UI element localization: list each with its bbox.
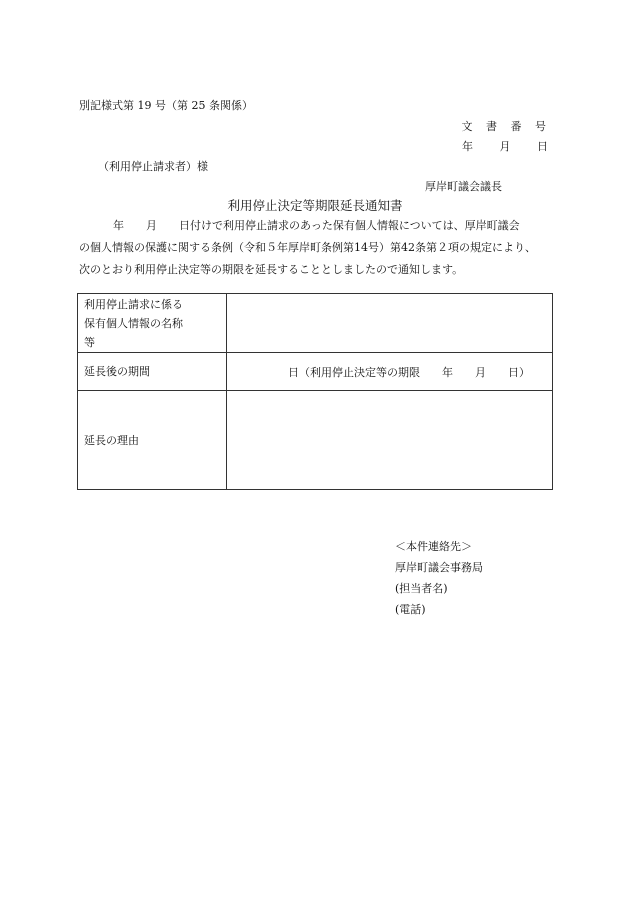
- document-date-label: 年 月 日: [462, 140, 548, 153]
- reason-label: 延長の理由: [78, 391, 227, 490]
- period-label: 延長後の期間: [78, 353, 227, 391]
- form-number: 別記様式第 19 号（第 25 条関係）: [79, 99, 253, 112]
- subject-value: [227, 294, 553, 353]
- body-line-3: 次のとおり利用停止決定等の期限を延長することとしましたので通知します。: [79, 263, 464, 276]
- contact-heading: ＜本件連絡先＞: [395, 540, 472, 553]
- table-row-period: [78, 353, 553, 391]
- reason-value: [227, 391, 553, 490]
- body-line-1: 年 月 日付けで利用停止請求のあった保有個人情報については、厚岸町議会: [113, 219, 520, 232]
- sender: 厚岸町議会議長: [425, 180, 502, 193]
- document-number-label: 文 書 番 号: [461, 120, 551, 133]
- table-row-subject: [78, 294, 553, 353]
- recipient: （利用停止請求者）様: [98, 160, 208, 173]
- subject-label-line-3: 等: [84, 335, 95, 349]
- period-value: 日（利用停止決定等の期限 年 月 日）: [227, 353, 553, 391]
- table-row-reason: [78, 391, 553, 490]
- document-title: 利用停止決定等期限延長通知書: [227, 198, 403, 213]
- notice-body: [79, 215, 553, 281]
- contact-person: (担当者名): [395, 582, 448, 595]
- contact-block: [395, 536, 483, 620]
- body-line-2: の個人情報の保護に関する条例（令和５年厚岸町条例第14号）第42条第２項の規定により、: [79, 241, 536, 254]
- subject-label: [78, 294, 227, 353]
- info-table: [77, 293, 553, 490]
- subject-label-line-2: 保有個人情報の名称: [84, 316, 183, 330]
- subject-label-line-1: 利用停止請求に係る: [84, 297, 183, 311]
- contact-phone: (電話): [395, 603, 426, 616]
- contact-office: 厚岸町議会事務局: [395, 561, 483, 574]
